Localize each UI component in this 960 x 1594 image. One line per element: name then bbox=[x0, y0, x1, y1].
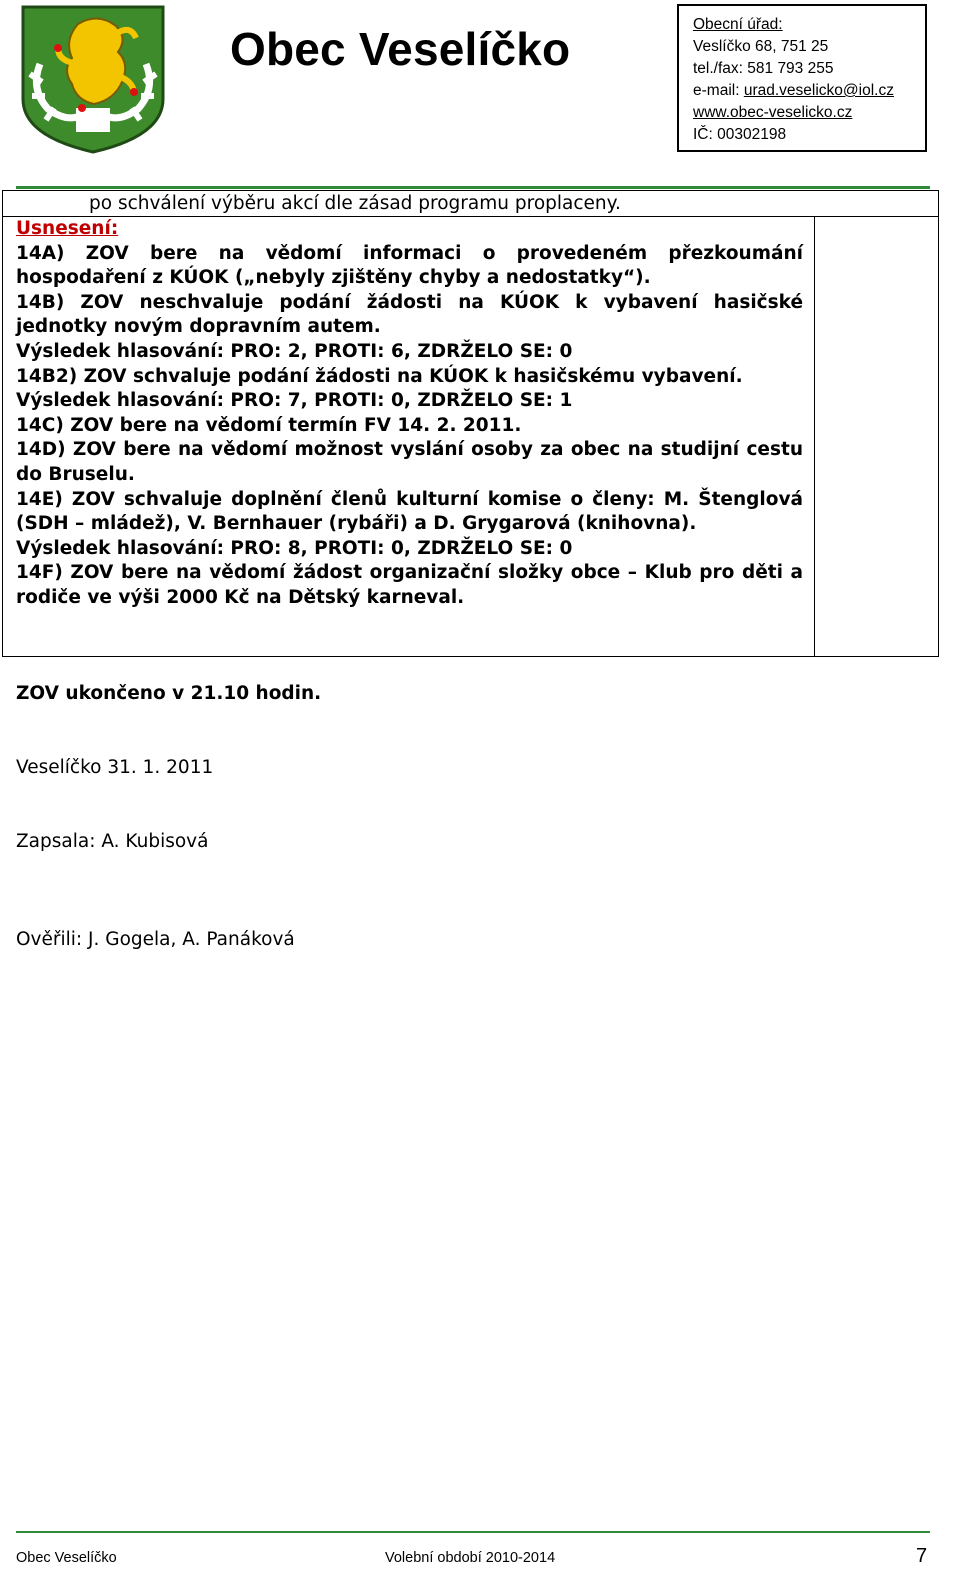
office-email-line bbox=[693, 80, 925, 102]
resolution-cell bbox=[16, 217, 803, 611]
footer-term: Volební období 2010-2014 bbox=[385, 1550, 556, 1566]
meeting-end-text: ZOV ukončeno v 21.10 hodin. bbox=[16, 683, 322, 704]
footer-municipality: Obec Veselíčko bbox=[16, 1550, 117, 1566]
resolution-item: 14E) ZOV schvaluje doplnění členů kulturní komise o členy: M. Štenglová (SDH – mládež), V. Bernhauer (rybáři) a D. Grygarová (knihovna). bbox=[16, 488, 803, 535]
table-column-divider bbox=[814, 216, 815, 656]
resolution-item: 14C) ZOV bere na vědomí termín FV 14. 2. 2011. bbox=[16, 414, 522, 436]
place-date-text: Veselíčko 31. 1. 2011 bbox=[16, 757, 214, 778]
resolution-item: 14D) ZOV bere na vědomí možnost vyslání osoby za obec na studijní cestu do Bruselu. bbox=[16, 439, 803, 485]
office-phone: tel./fax: 581 793 255 bbox=[693, 60, 834, 77]
vote-result: Výsledek hlasování: PRO: 8, PROTI: 0, ZDRŽELO SE: 0 bbox=[16, 537, 573, 559]
resolution-item: 14B2) ZOV schvaluje podání žádosti na KÚOK k hasičskému vybavení. bbox=[16, 365, 743, 387]
page-title: Obec Veselíčko bbox=[230, 23, 571, 75]
office-email-prefix: e-mail: bbox=[693, 82, 744, 99]
vote-result: Výsledek hlasování: PRO: 2, PROTI: 6, ZDRŽELO SE: 0 bbox=[16, 340, 573, 362]
resolution-table bbox=[2, 190, 939, 657]
footer-divider bbox=[16, 1531, 930, 1533]
office-label: Obecní úřad: bbox=[693, 16, 783, 33]
header-divider bbox=[16, 186, 930, 189]
resolution-item: 14F) ZOV bere na vědomí žádost organizační složky obce – Klub pro děti a rodiče ve výši 2000 Kč na Dětský karneval. bbox=[16, 562, 803, 608]
municipal-crest-icon bbox=[18, 4, 168, 154]
verified-by-text: Ověřili: J. Gogela, A. Panáková bbox=[16, 929, 295, 950]
office-address: Veslíčko 68, 751 25 bbox=[693, 38, 829, 55]
page-number: 7 bbox=[916, 1545, 928, 1567]
vote-result: Výsledek hlasování: PRO: 7, PROTI: 0, ZDRŽELO SE: 1 bbox=[16, 390, 573, 412]
table-top-row-text: po schválení výběru akcí dle zásad programu proplaceny. bbox=[89, 193, 621, 214]
resolution-item: 14B) ZOV neschvaluje podání žádosti na KÚOK k vybavení hasičské jednotky novým dopravním autem. bbox=[16, 291, 803, 338]
resolution-heading: Usnesení: bbox=[16, 218, 119, 239]
resolution-item: 14A) ZOV bere na vědomí informaci o provedeném přezkoumání hospodaření z KÚOK („nebyly zjištěny chyby a nedostatky“). bbox=[16, 242, 803, 289]
office-email-link[interactable]: urad.veselicko@iol.cz bbox=[743, 82, 894, 99]
office-contact-box bbox=[677, 4, 927, 152]
office-ic: IČ: 00302198 bbox=[693, 126, 787, 143]
recorded-by-text: Zapsala: A. Kubisová bbox=[16, 831, 209, 852]
office-web-link[interactable]: www.obec-veselicko.cz bbox=[693, 104, 853, 121]
